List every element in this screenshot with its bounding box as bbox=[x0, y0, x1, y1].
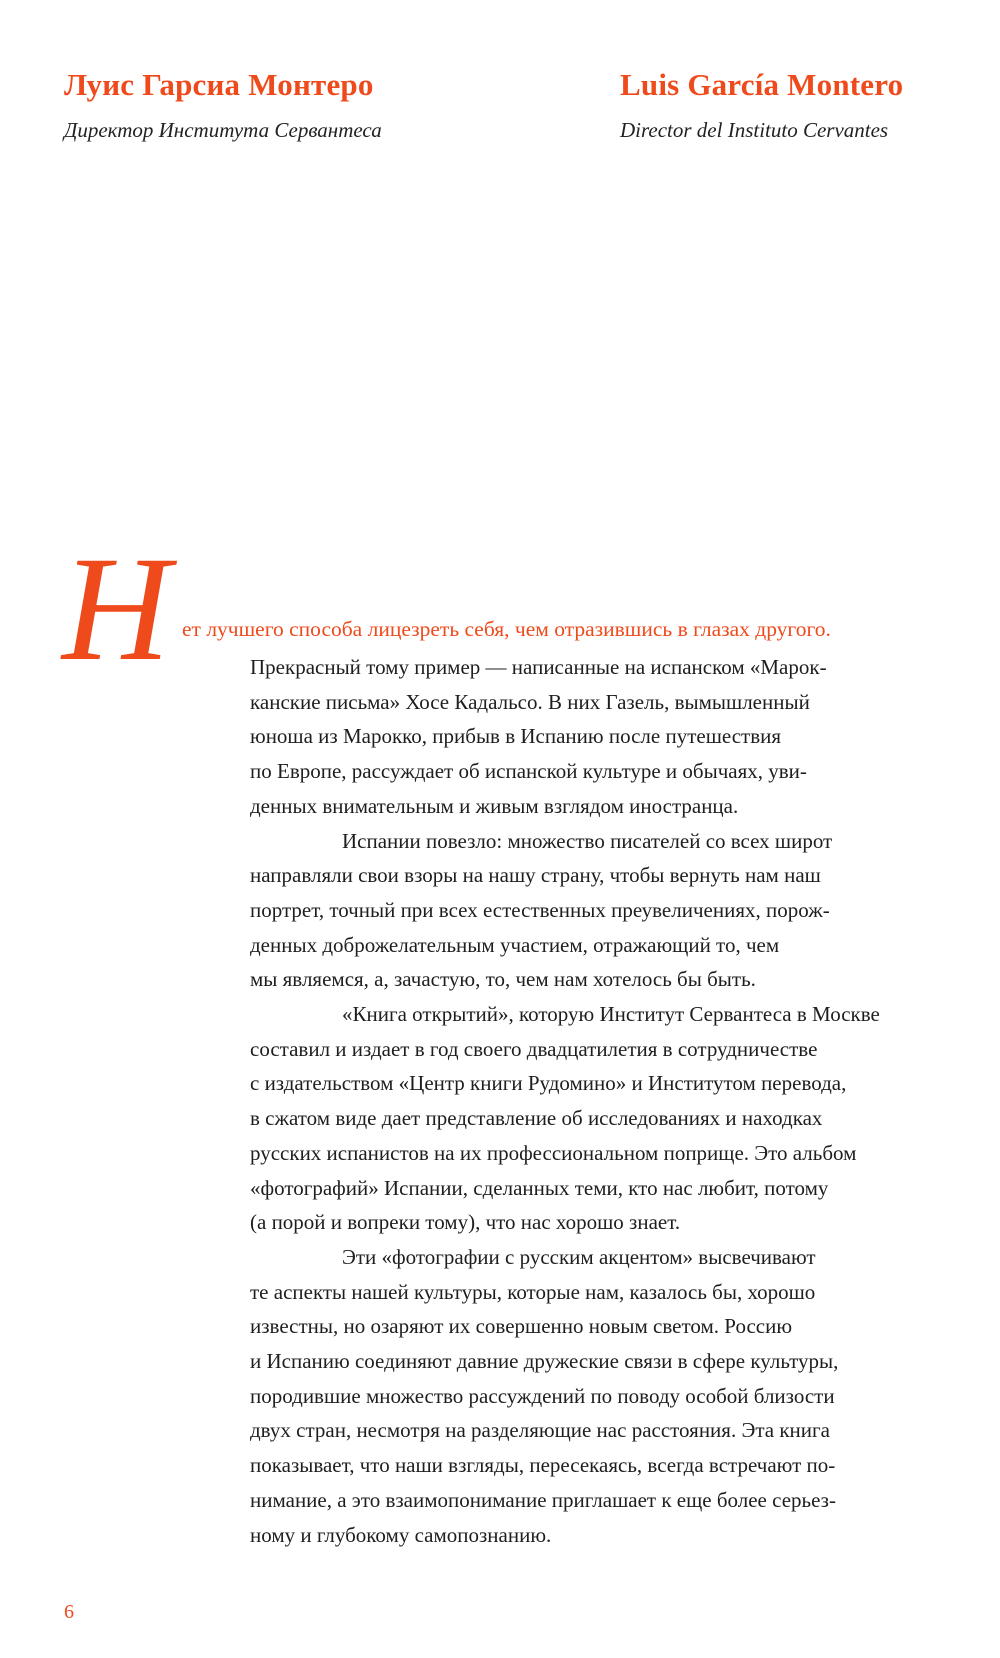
page-number: 6 bbox=[64, 1601, 74, 1623]
body-line: портрет, точный при всех естественных преувеличениях, порож- bbox=[250, 897, 830, 922]
body-line: и Испанию соединяют давние дружеские связи в сфере культуры, bbox=[250, 1349, 839, 1374]
body-line: (а порой и вопреки тому), что нас хорошо знает. bbox=[250, 1210, 681, 1235]
body-line: известны, но озаряют их совершенно новым светом. Россию bbox=[250, 1314, 793, 1339]
lead-sentence: ет лучшего способа лицезреть себя, чем отразившись в глазах другого. bbox=[182, 617, 831, 641]
body-line: Прекрасный тому пример — написанные на испанском «Марок- bbox=[250, 655, 827, 679]
body-line: в сжатом виде дает представление об исследованиях и находках bbox=[250, 1106, 823, 1131]
body-line: те аспекты нашей культуры, которые нам, казалось бы, хорошо bbox=[250, 1279, 816, 1304]
body-line: «фотографий» Испании, сделанных теми, кто нас любит, потому bbox=[250, 1175, 829, 1200]
body-line: нимание, а это взаимопонимание приглашает к еще более серьез- bbox=[250, 1487, 836, 1512]
body-line: русских испанистов на их профессиональном поприще. Это альбом bbox=[250, 1140, 857, 1165]
author-block-ru bbox=[64, 66, 382, 144]
body-line: направляли свои взоры на нашу страну, чтобы вернуть нам наш bbox=[250, 863, 821, 888]
body-line: по Европе, рассуждает об испанской культуре и обычаях, уви- bbox=[250, 759, 807, 784]
author-role-es: Director del Instituto Cervantes bbox=[620, 118, 889, 142]
author-name-es: Luis García Montero bbox=[620, 67, 904, 102]
body-line: показывает, что наши взгляды, пересекаясь, всегда встречают по- bbox=[250, 1453, 836, 1478]
body-line: мы являемся, а, зачастую, то, чем нам хотелось бы быть. bbox=[250, 967, 756, 992]
body-line: денных внимательным и живым взглядом иностранца. bbox=[250, 793, 739, 818]
body-line: ному и глубокому самопознанию. bbox=[250, 1522, 552, 1547]
body-line: Эти «фотографии с русским акцентом» высвечивают bbox=[342, 1244, 816, 1269]
author-block-es bbox=[620, 66, 903, 144]
body-line: с издательством «Центр книги Рудомино» и Институтом перевода, bbox=[250, 1071, 847, 1096]
body-line: «Книга открытий», которую Институт Сервантеса в Москве bbox=[342, 1002, 880, 1027]
body-line: юноша из Марокко, прибыв в Испанию после путешествия bbox=[250, 724, 782, 749]
body-line: Испании повезло: множество писателей со всех широт bbox=[342, 828, 833, 853]
author-name-ru: Луис Гарсиа Монтеро bbox=[64, 67, 374, 102]
drop-cap: Н bbox=[62, 526, 171, 692]
body-line: составил и издает в год своего двадцатилетия в сотрудничестве bbox=[250, 1036, 818, 1061]
article-body bbox=[250, 650, 950, 1552]
body-line: канские письма» Хосе Кадальсо. В них Газель, вымышленный bbox=[250, 689, 810, 714]
body-line: денных доброжелательным участием, отражающий то, чем bbox=[250, 932, 780, 957]
body-line: породившие множество рассуждений по поводу особой близости bbox=[250, 1383, 835, 1408]
body-line: двух стран, несмотря на разделяющие нас расстояния. Эта книга bbox=[250, 1418, 830, 1443]
author-role-ru: Директор Института Сервантеса bbox=[64, 118, 382, 142]
